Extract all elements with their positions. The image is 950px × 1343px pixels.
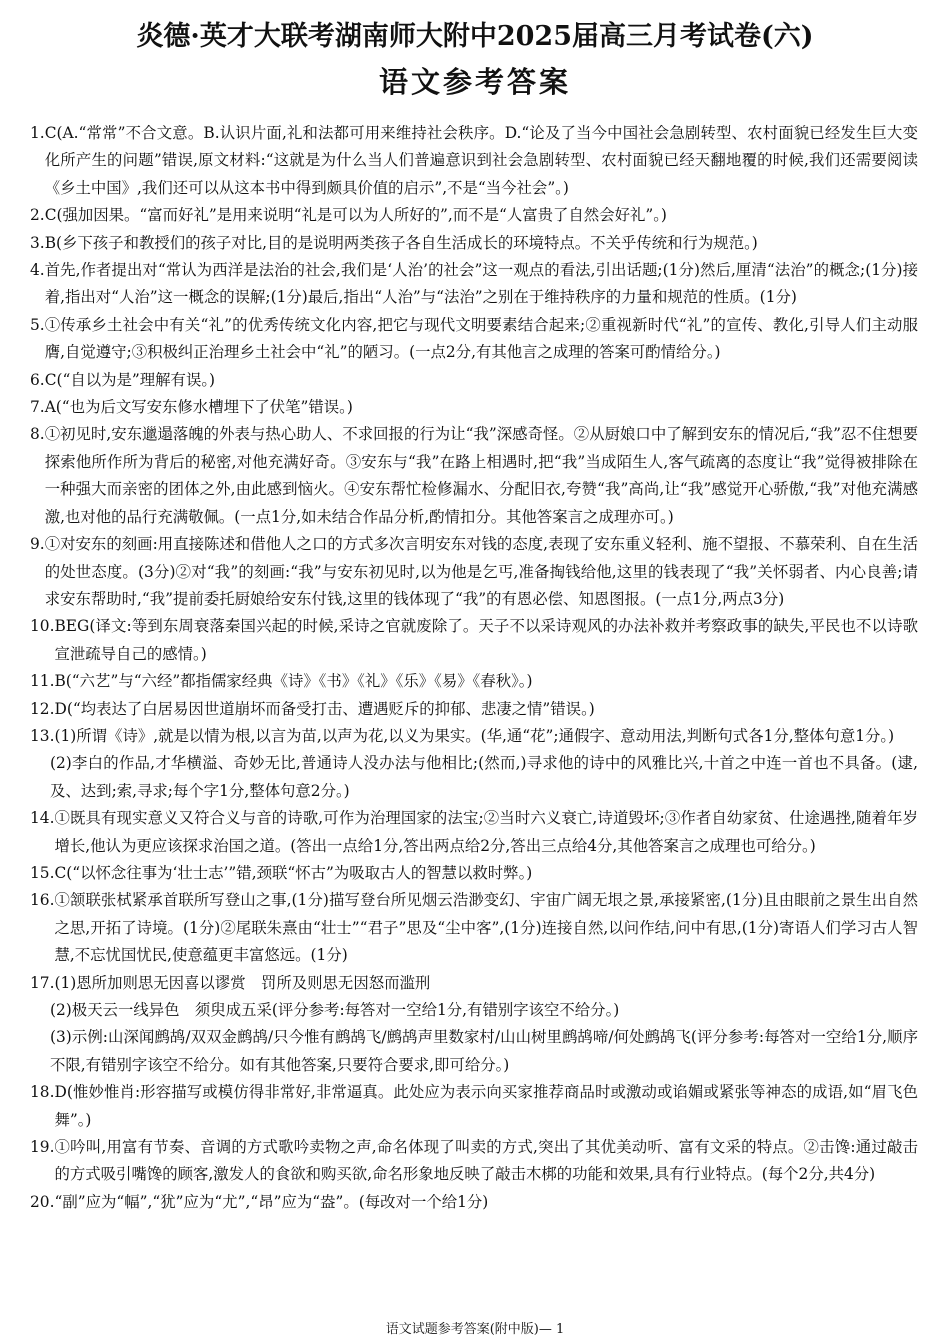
answer-number: 13. (30, 726, 55, 745)
answer-item (30, 312, 918, 367)
answer-number: 5. (30, 315, 45, 334)
document-subtitle: 语文参考答案 (378, 65, 571, 99)
answer-number: 18. (30, 1083, 55, 1102)
answer-sub-item: (2)李白的作品,才华横溢、奇妙无比,普通诗人没办法与他相比;(然而,)寻求他的诗中的风雅比兴,十首之中连一首也不具备。(逮,及、达到;索,寻求;每个字1分,整体句意2分。) (50, 754, 918, 800)
answer-number: 3. (30, 233, 45, 252)
answer-item (30, 805, 918, 860)
answer-number: 19. (30, 1138, 55, 1157)
answer-item (30, 860, 918, 887)
answer-text: 首先,作者提出对“常认为西洋是法治的社会,我们是‘人治’的社会”这一观点的看法,引出话题;(1分)然后,厘清“法治”的概念;(1分)接着,指出对“人治”这一概念的误解;(1分)最后,指出“人治”与“法治”之别在于维持秩序的力量和规范的性质。(1分) (44, 261, 918, 307)
answer-text: ①对安东的刻画:用直接陈述和借他人之口的方式多次言明安东对钱的态度,表现了安东重义轻利、施不望报、不慕荣利、自在生活的处世态度。(3分)②对“我”的刻画:“我”与安东初见时,以为他是乞丐,准备掏钱给他,这里的钱表现了“我”关怀弱者、内心良善;请求安东帮助时,“我”提前委托厨娘给安东付钱,这里的钱体现了“我”的有恩必偿、知恩图报。(一点1分,两点3分) (44, 535, 918, 608)
exam-title: 炎德·英才大联考湖南师大附中2025届高三月考试卷(六) (136, 21, 814, 52)
answer-number: 16. (30, 891, 55, 910)
answer-sub-item: (2)极天云一线异色 须臾成五采(评分参考:每答对一空给1分,有错别字该空不给分。) (50, 1001, 620, 1019)
answer-number: 10. (30, 617, 55, 636)
answer-number: 20. (30, 1192, 55, 1211)
answer-item (30, 887, 918, 969)
answer-number: 6. (30, 370, 45, 389)
answer-text: ①既具有现实意义又符合义与音的诗歌,可作为治理国家的法宝;②当时六义衰亡,诗道毁坏;③作者自幼家贫、仕途遇挫,随着年岁增长,他认为更应该探求治国之道。(答出一点给1分,答出两点给2分,答出三点给4分,其他答案言之成理也可给分。) (54, 809, 918, 855)
answer-sub-item: (3)示例:山深闻鹧鸪/双双金鹧鸪/只今惟有鹧鸪飞/鹧鸪声里数家村/山山树里鹧鸪啼/何处鹧鸪飞(评分参考:每答对一空给1分,顺序不限,有错别字该空不给分。如有其他答案,只要符合要求,即可给分。) (50, 1028, 918, 1074)
answer-text: C(A.“常常”不合文意。B.认识片面,礼和法都可用来维持社会秩序。D.“论及了当今中国社会急剧转型、农村面貌已经发生巨大变化所产生的问题”错误,原文材料:“这就是为什么当人们普遍意识到社会急剧转型、农村面貌已经天翻地覆的时候,我们还需要阅读《乡土中国》,我们还可以从这本书中得到颇具价值的启示”,不是“当今社会”。) (44, 124, 918, 197)
answer-number: 4. (30, 261, 45, 280)
answer-text: ①颔联张栻紧承首联所写登山之事,(1分)描写登台所见烟云浩渺变幻、宇宙广阔无垠之景,承接紧密,(1分)且由眼前之景生出自然之思,开拓了诗境。(1分)②尾联朱熹由“壮士”“君子”思及“尘中客”,(1分)连接自然,以问作结,问中有思,(1分)寄语人们学习古人智慧,不忘忧国忧民,使意蕴更丰富悠远。(1分) (54, 891, 918, 965)
answer-text: C(“以怀念往事为‘壮士志’”错,颈联“怀古”为吸取古人的智慧以救时弊。) (54, 863, 533, 882)
answer-text: (1)所谓《诗》,就是以情为根,以言为苗,以声为花,以义为果实。(华,通“花”;通假字、意动用法,判断句式各1分,整体句意1分。) (54, 726, 895, 745)
answer-text: “副”应为“幅”,“犹”应为“尤”,“昂”应为“盎”。(每改对一个给1分) (54, 1192, 489, 1211)
answer-text: A(“也为后文写安东修水槽埋下了伏笔”错误。) (44, 398, 353, 417)
answer-item (30, 613, 918, 668)
answer-item (30, 367, 918, 394)
answer-text: (1)恩所加则思无因喜以谬赏 罚所及则思无因怒而滥刑 (54, 973, 431, 992)
answer-item (30, 1134, 918, 1189)
answer-item (30, 531, 918, 613)
answer-item (30, 970, 918, 997)
answer-number: 17. (30, 973, 55, 992)
answer-item (30, 723, 918, 750)
answer-item (30, 421, 918, 531)
answer-text: B(“六艺”与“六经”都指儒家经典《诗》《书》《礼》《乐》《易》《春秋》。) (54, 672, 533, 691)
answer-text: B(乡下孩子和教授们的孩子对比,目的是说明两类孩子各自生活成长的环境特点。不关乎传统和行为规范。) (44, 233, 758, 252)
answer-number: 2. (30, 206, 45, 225)
answer-item (30, 1079, 918, 1134)
answer-item (30, 696, 918, 723)
answer-number: 14. (30, 809, 55, 828)
answer-text: BEG(译文:等到东周衰落秦国兴起的时候,采诗之官就废除了。天子不以采诗观风的办法补救并考察政事的缺失,平民也不以诗歌宣泄疏导自己的感情。) (54, 617, 918, 663)
answer-number: 1. (30, 124, 45, 142)
answer-list (30, 120, 918, 1216)
answer-text: ①传承乡土社会中有关“礼”的优秀传统文化内容,把它与现代文明要素结合起来;②重视新时代“礼”的宣传、教化,引导人们主动服膺,自觉遵守;③积极纠正治理乡土社会中“礼”的陋习。(一点2分,有其他言之成理的答案可酌情给分。) (44, 315, 918, 362)
answer-item (30, 202, 918, 229)
answer-text: ①吟叫,用富有节奏、音调的方式歌吟卖物之声,命名体现了叫卖的方式,突出了其优美动听、富有文采的特点。②击馋:通过敲击的方式吸引嘴馋的顾客,激发人的食欲和购买欲,命名形象地反映了敲击木梆的功能和效果,具有行业特点。(每个2分,共4分) (54, 1138, 918, 1184)
answer-number: 11. (30, 672, 55, 691)
page-footer: 语文试题参考答案(附中版)— 1 (385, 1322, 565, 1337)
answer-text: C(强加因果。“富而好礼”是用来说明“礼是可以为人所好的”,而不是“人富贵了自然会好礼”。) (44, 206, 667, 225)
answer-item (30, 394, 918, 421)
answer-text: ①初见时,安东邋遢落魄的外表与热心助人、不求回报的行为让“我”深感奇怪。②从厨娘口中了解到安东的情况后,“我”忍不住想要探索他所作所为背后的秘密,对他充满好奇。③安东与“我”在路上相遇时,把“我”当成陌生人,客气疏离的态度让“我”觉得被排除在一种强大而亲密的团体之外,由此感到恼火。④安东帮忙检修漏水、分配旧衣,夸赞“我”高尚,让“我”感觉开心骄傲,“我”对他充满感激,也对他的品行充满敬佩。(一点1分,如未结合作品分析,酌情扣分。其他答案言之成理亦可。) (44, 425, 918, 526)
answer-item (30, 120, 918, 202)
answer-number: 12. (30, 699, 55, 718)
answer-number: 15. (30, 863, 55, 882)
answer-number: 9. (30, 535, 45, 554)
answer-text: C(“自以为是”理解有误。) (44, 370, 216, 389)
answer-item (30, 257, 918, 312)
answer-item (30, 668, 918, 695)
answer-item (30, 230, 918, 257)
answer-number: 8. (30, 425, 45, 444)
answer-text: D(“均表达了白居易因世道崩坏而备受打击、遭遇贬斥的抑郁、悲凄之情”错误。) (54, 699, 595, 718)
answer-text: D(惟妙惟肖:形容描写或模仿得非常好,非常逼真。此处应为表示向买家推荐商品时或激动或谄媚或紧张等神态的成语,如“眉飞色舞”。) (54, 1083, 918, 1129)
answer-item (30, 1189, 918, 1216)
answer-number: 7. (30, 398, 45, 417)
